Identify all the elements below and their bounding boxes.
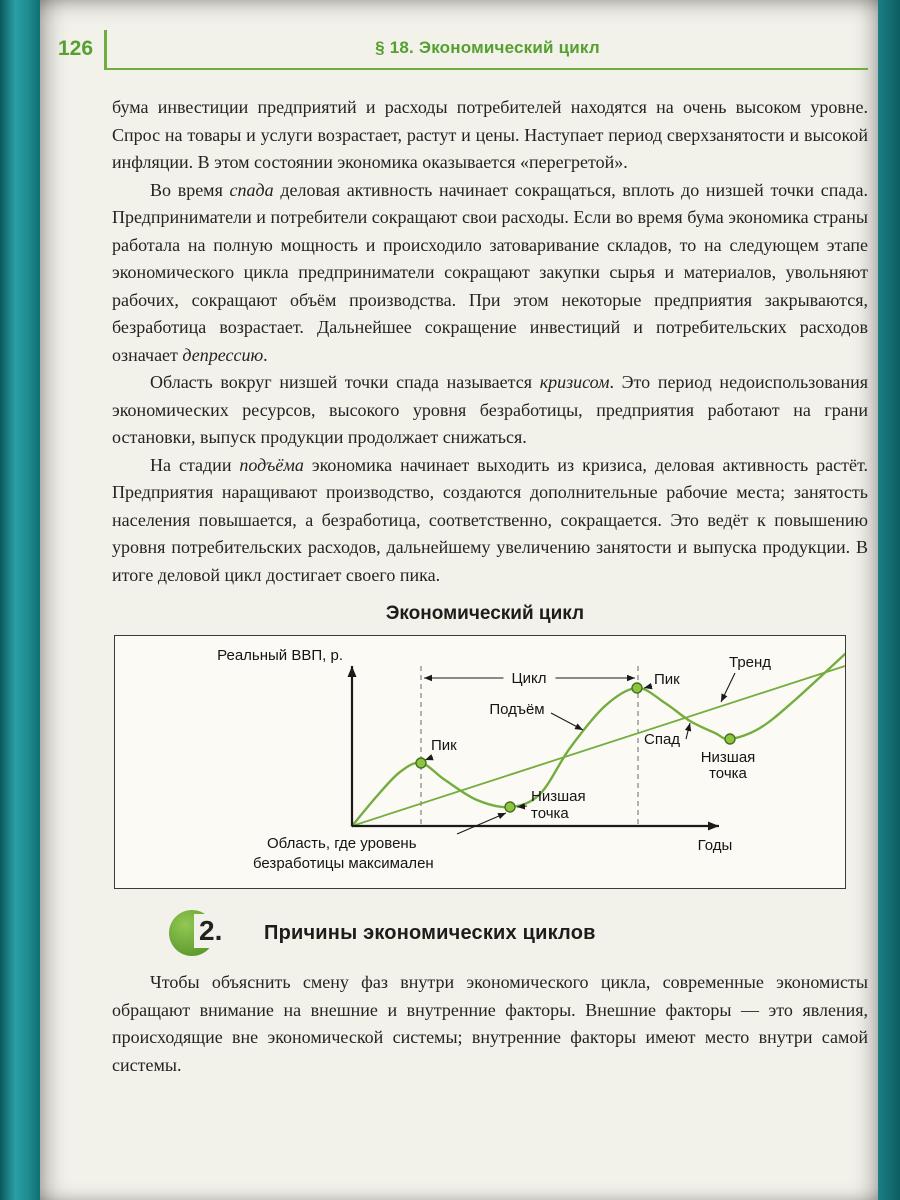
paragraph <box>112 452 868 590</box>
chapter-marker: § 18. <box>375 38 414 57</box>
chart-label: Низшая <box>700 749 756 766</box>
text-run: Область вокруг низшей точки спада называется <box>150 372 540 392</box>
figure-box <box>114 635 846 889</box>
text-run: . <box>263 344 268 365</box>
text-run: Во время <box>150 179 230 200</box>
paragraph <box>112 369 868 452</box>
body-text <box>112 94 868 589</box>
text-run: бума инвестиции предприятий и расходы потребителей находятся на очень высоком уровне. Спрос на товары и услуги возрастает, растут и цены. Наступает период сверхзанятости и высокой инфляции. В этом состоянии экономика оказывается «перегретой». <box>112 97 868 172</box>
phase-point-peak1 <box>416 758 426 768</box>
phase-point-low1 <box>505 802 515 812</box>
chapter-heading <box>104 30 868 70</box>
page-number: 126 <box>58 37 94 60</box>
key-term: спада <box>229 179 274 200</box>
annotation-arrow <box>425 757 433 760</box>
text-run: деловая активность начинает сокращаться, вплоть до низшей точки спада. Предприниматели и потребители сокращают свои расходы. Если во время бума экономика страны работала на полную мощность и происходило затоваривание складов, то на следующем этапе экономического цикла предприниматели сокращают закупки сырья и материалов, увольняют рабочих, сокращают объём производства. При этом некоторые предприятия закрываются, безработица возрастает. Дальнейшее сокращение инвестиций и потребительских расходов означает <box>112 179 868 365</box>
chart-label: Тренд <box>729 654 772 671</box>
chart-label: Пик <box>654 671 680 688</box>
annotation-arrow <box>551 713 583 730</box>
annotation-arrow <box>644 686 652 688</box>
paragraph <box>112 969 868 1079</box>
phase-point-low2 <box>725 734 735 744</box>
text-run: На стадии <box>150 454 240 475</box>
section-title: Причины экономических циклов <box>264 921 596 944</box>
annotation-arrow <box>686 723 690 739</box>
chart-label: Низшая <box>531 788 586 805</box>
text-run: Чтобы объяснить смену фаз внутри экономического цикла, современные экономисты обращают внимание на внешние и внутренние факторы. Внешние факторы — это явления, происходящие вне экономической системы; внутренние факторы имеют место внутри самой системы. <box>112 972 868 1075</box>
chart-label: точка <box>709 765 747 782</box>
text-run: . Это период недоиспользования экономических ресурсов, высокого уровня безработицы, предприятия работают на грани остановки, выпуск продукции продолжает снижаться. <box>112 372 868 447</box>
chart-label: точка <box>531 805 569 822</box>
chapter-title-text: Экономический цикл <box>418 38 600 57</box>
chart-label: Цикл <box>511 670 547 687</box>
trend-line <box>352 666 845 826</box>
section-badge <box>168 909 223 957</box>
phase-point-peak2 <box>632 683 642 693</box>
section-heading <box>112 909 868 957</box>
chart-label: Реальный ВВП, р. <box>217 647 343 664</box>
textbook-page <box>40 0 878 1200</box>
figure-title: Экономический цикл <box>385 603 585 624</box>
chart-label: Подъём <box>489 701 545 718</box>
chapter-title <box>107 38 868 58</box>
book-cover-left-edge <box>0 0 40 1200</box>
annotation-arrow <box>721 673 735 702</box>
annotation-arrow <box>457 813 506 834</box>
key-term: подъёма <box>239 454 304 475</box>
paragraph <box>112 94 868 177</box>
chart-label: Область, где уровень <box>267 835 417 852</box>
business-cycle-chart <box>115 636 845 888</box>
book-cover-right-edge <box>878 0 900 1200</box>
chart-label: Спад <box>644 731 681 748</box>
text-run: экономика начинает выходить из кризиса, деловая активность растёт. Предприятия наращивают производство, создаются дополнительные рабочие места; занятость населения повышается, а безработица, соответственно, сокращается. Это ведёт к повышению уровня потребительских расходов, дальнейшему увеличению занятости и выпуска продукции. В итоге деловой цикл достигает своего пика. <box>112 454 868 585</box>
key-term: депрессию <box>182 344 264 365</box>
page-header <box>58 30 868 70</box>
section-number: 2. <box>194 914 224 948</box>
section-text <box>112 969 868 1079</box>
chart-label: безработицы максимален <box>253 855 434 872</box>
cycle-curve <box>352 654 845 826</box>
chart-label: Пик <box>431 737 457 754</box>
key-term: кризисом <box>539 372 610 392</box>
paragraph <box>112 177 868 370</box>
chart-label: Годы <box>697 837 733 854</box>
